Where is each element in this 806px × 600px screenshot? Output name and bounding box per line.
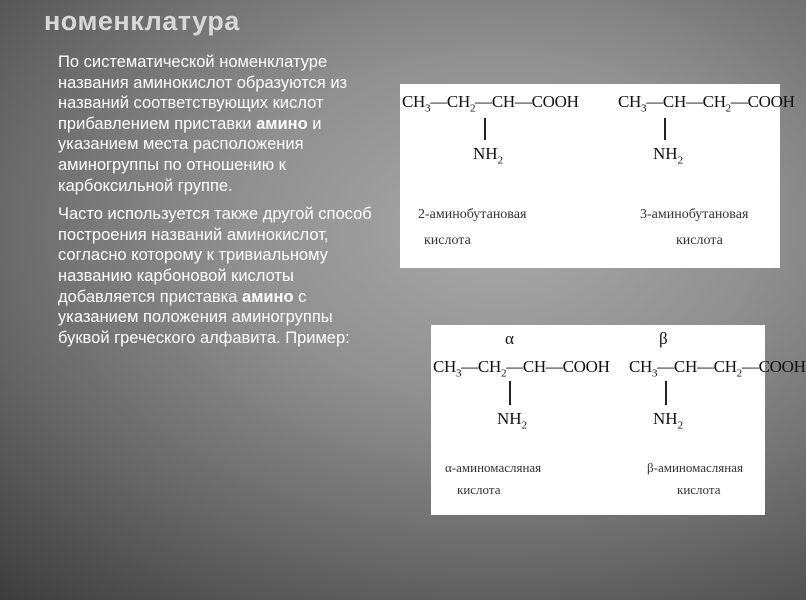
- bullet-text: с указанием положения аминогруппы буквой греческого алфавита. Пример:: [58, 287, 350, 347]
- amino-group: $NH_2$: [653, 409, 684, 432]
- bullet-item-systematic: [28, 52, 388, 196]
- caption-beta-aminobutyric: β-аминомасляная кислота: [647, 460, 743, 497]
- bond-line: [664, 118, 666, 140]
- structure-panel-trivial: [431, 325, 806, 515]
- formula-alpha-aminobutyric: $CH_3—CH_2—CH—COOH$: [433, 357, 610, 380]
- caption-2-aminobutanoic: 2-аминобутановая кислота: [418, 207, 527, 248]
- bullet-item-trivial: [28, 204, 388, 348]
- bullet-bold-term: амино: [242, 287, 294, 306]
- amino-group: $NH_2$: [653, 144, 684, 167]
- bond-line: [509, 381, 511, 405]
- beta-label: β: [659, 329, 668, 348]
- bullet-text: По систематической номенклатуре названия аминокислот образуются из названий соответствующих кислот прибавлением приставки: [58, 53, 348, 133]
- amino-group: $NH_2$: [473, 144, 504, 167]
- bullet-text: и указанием места расположения аминогруппы по отношению к карбоксильной группе.: [58, 114, 322, 195]
- amino-group: $NH_2$: [497, 409, 528, 432]
- bullet-text: Часто используется также другой способ построения названий аминокислот, согласно которому к тривиальному названию карбоновой кислоты добавляется приставка: [58, 205, 372, 306]
- bullet-bold-term: амино: [256, 114, 308, 133]
- bullet-list: [28, 52, 388, 356]
- caption-alpha-aminobutyric: α-аминомасляная кислота: [445, 460, 542, 497]
- structure-panel-systematic: [400, 84, 795, 268]
- slide-title: номенклатура: [44, 6, 240, 36]
- formula-3-aminobutanoic: $CH_3—CH—CH_2—COOH$: [618, 92, 795, 115]
- caption-3-aminobutanoic: 3-аминобутановая кислота: [640, 207, 749, 248]
- bond-line: [665, 381, 667, 405]
- formula-2-aminobutanoic: $CH_3—CH_2—CH—COOH$: [402, 92, 579, 115]
- formula-beta-aminobutyric: $CH_3—CH—CH_2—COOH$: [629, 357, 806, 380]
- alpha-label: α: [505, 329, 514, 348]
- bond-line: [484, 118, 486, 140]
